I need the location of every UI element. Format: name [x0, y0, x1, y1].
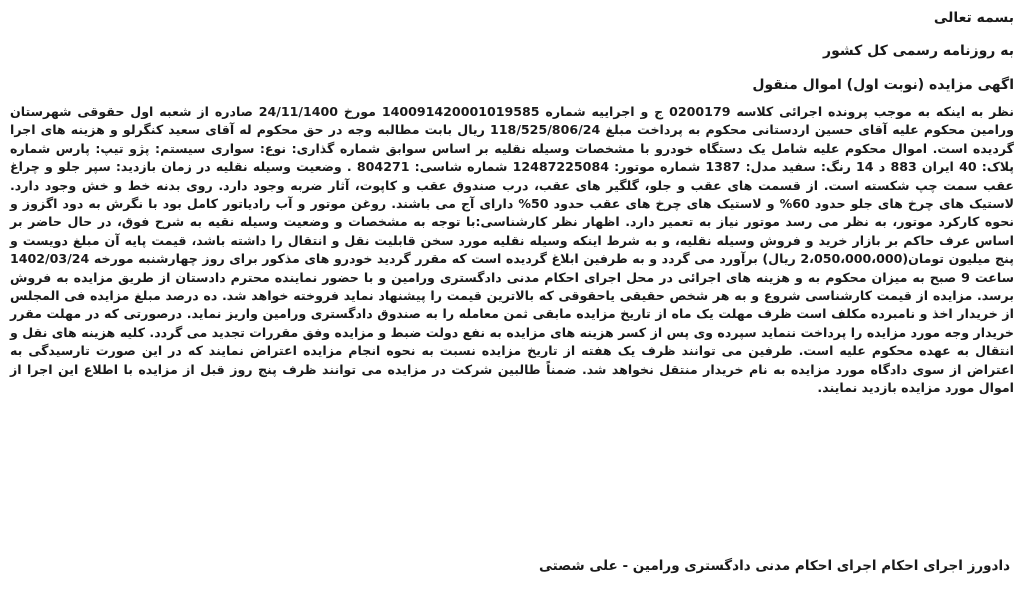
newspaper-heading: به روزنامه رسمی کل کشور — [823, 43, 1014, 59]
notice-title: اگهی مزایده (نوبت اول) اموال منقول — [752, 77, 1014, 93]
invocation-heading: بسمه تعالی — [933, 10, 1014, 26]
notice-body-text: نظر به اینکه به موجب پرونده اجرائی کلاسه 0200179 ج و اجراییه شماره 140091420001019585 مورخ 24/11/1400 صادره از شعبه اول حقوقی شهرستان ورامین محکوم علیه آقای حسین اردستانی محکوم به پرداخت مبلغ 118/525/806/24 ریال بابت مطالبه وجه در حق محکوم له آقای سعید کنگرلو و هزینه های اجرا گردیده است. اموال محکوم علیه شامل یک دستگاه خودرو با مشخصات وسیله نقلیه بر اساس سوابق شماره گذاری: نوع: سواری سیستم: پژو تیپ: پارس شماره پلاک: 40 ایران 883 د 14 رنگ: سفید مدل: 1387 شماره موتور: 12487225084 شماره شاسی: 804271 . وضعیت وسیله نقلیه در زمان بازدید: سپر جلو و چراغ عقب سمت چپ شکسته است. از قسمت های عقب و جلو، گلگیر های عقب، درب صندوق عقب و کاپوت، آثار ضربه وجود دارد. روی بدنه خط و خش وجود دارد. لاستیک های چرخ های جلو حدود 60% و لاستیک های چرخ های عقب حدود 50% دارای آج می باشند. روغن موتور و آب رادیاتور کامل بود با نگرش به دود اگزوز و نحوه کارکرد موتور، به نظر می رسد موتور نیاز به تعمیر دارد. اظهار نظر کارشناسی:با توجه به مشخصات و وضعیت وسیله نقیه به شرح فوق، در حال حاضر بر اساس عرف حاکم بر بازار خرید و فروش وسیله نقلیه، و به شرط اینکه وسیله نقلیه مورد سخن قابلیت نقل و انتقال را داشته باشد، قیمت پایه آن مبلغ دویست و پنج میلیون تومان(2،050،000،000 ریال) برآورد می گردد و به طرفین ابلاغ گردیده است که مقرر گردید خودرو های مذکور برای روز چهارشنبه مورخه 1402/03/24 ساعت 9 صبح به میزان محکوم به و هزینه های اجرائی در محل اجرای احکام مدنی دادگستری ورامین و با حضور نماینده محترم دادستان از طریق مزایده به فروش برسد. مزایده از قیمت کارشناسی شروع و به هر شخص حقیقی یاحقوقی که بالاترین قیمت را پیشنهاد نماید فروخته خواهد شد. ده درصد مبلغ مزایده فی المجلس از خریدار اخذ و نامبرده مکلف است ظرف مهلت یک ماه از تاریخ مزایده مابقی ثمن معامله را به صندوق دادگستری ورامین واریز نماید. درصورتی که در مهلت مقرر خریدار وجه مورد مزایده را پرداخت ننماید سپرده وی پس از کسر هزینه های مزایده به نفع دولت ضبط و مزایده وفق مقررات تجدید می گردد. کلیه هزینه های نقل و انتقال به عهده محکوم علیه است. طرفین می توانند ظرف یک هفته از تاریخ مزایده نسبت به نحوه انجام مزایده اعتراض نمایند که در این صورت تارسیدگی به اعتراض از سوی دادگاه مورد مزایده به نام خریدار منتقل نخواهد شد. ضمناً طالبین شرکت در مزایده می توانند ظرف پنج روز قبل از مزایده با اطلاع این اجرا از اموال مورد مزایده بازدید نمایند. — [10, 104, 1015, 396]
signature-line: دادورز اجرای احکام اجرای احکام مدنی دادگستری ورامین - علی شصتی — [538, 558, 1010, 574]
